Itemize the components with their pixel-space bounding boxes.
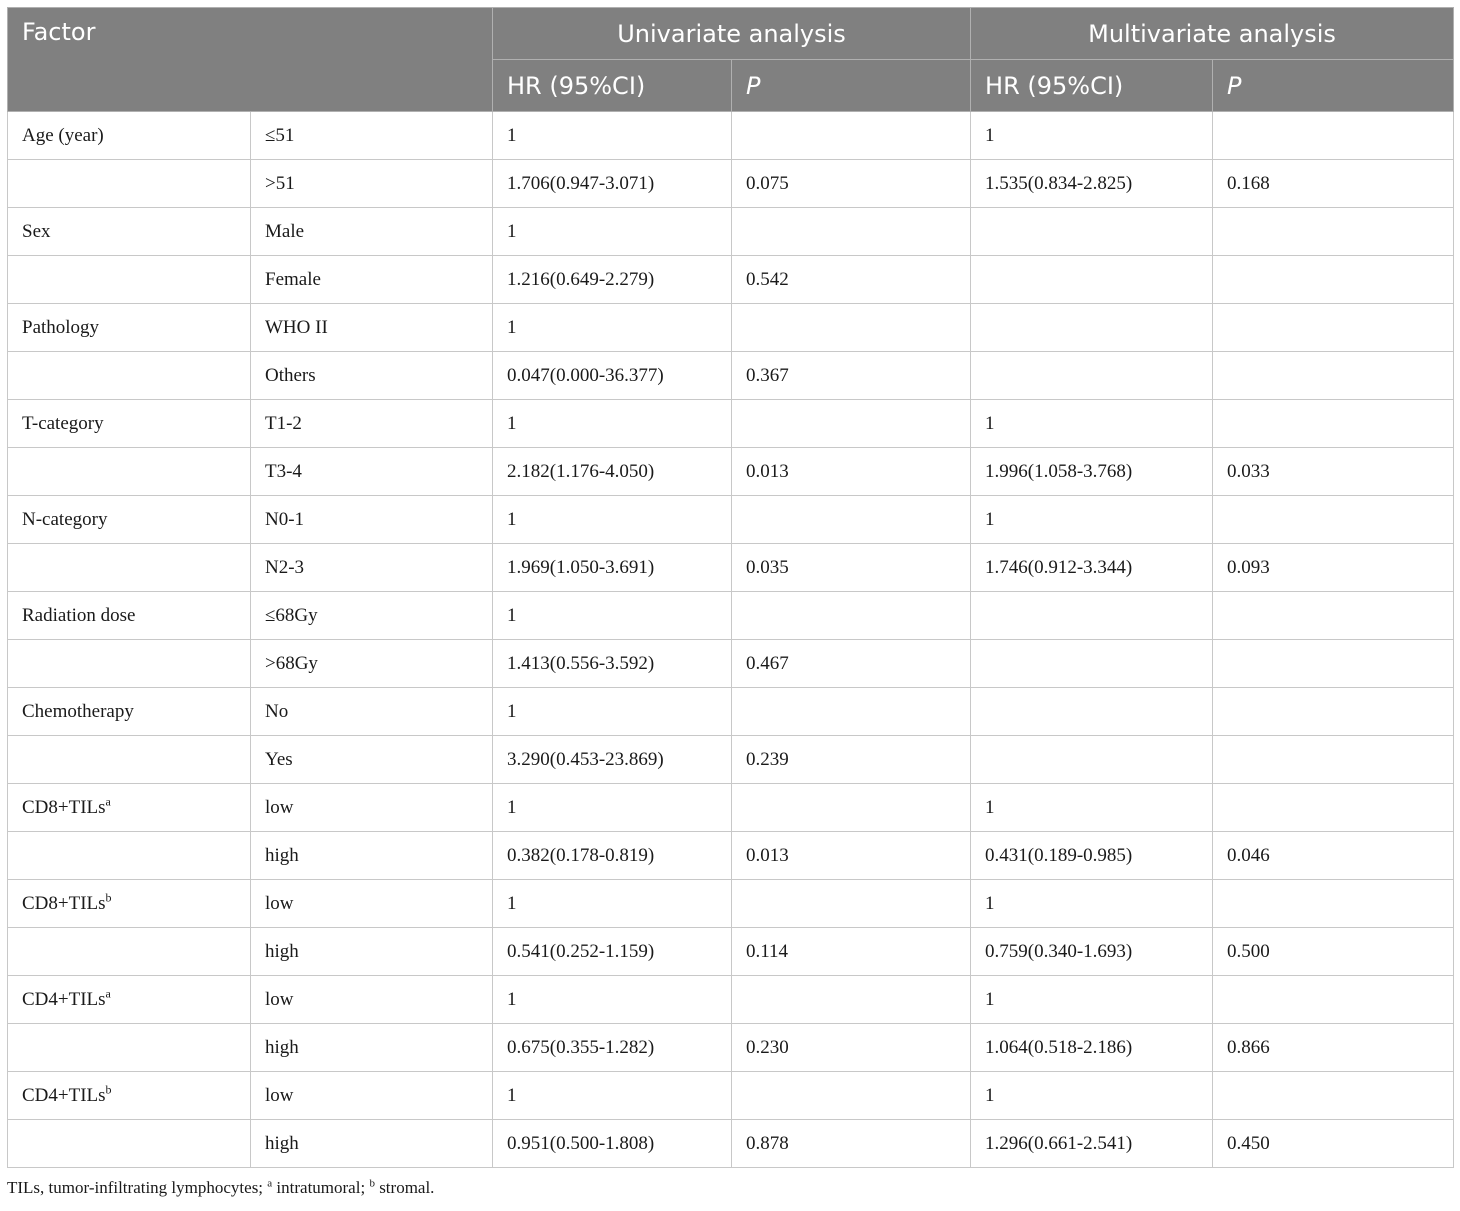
- table-row: [8, 592, 1454, 640]
- cell-level-text: low: [265, 796, 294, 818]
- cell-multivariate-hr: [971, 400, 1213, 448]
- cell-level: [251, 112, 493, 160]
- cell-univariate-hr-text: 1: [507, 700, 517, 722]
- cell-level-text: WHO II: [265, 316, 328, 338]
- cell-univariate-hr: [493, 1120, 732, 1168]
- cell-univariate-p: [732, 736, 971, 784]
- cell-univariate-p: [732, 496, 971, 544]
- cell-factor: [8, 304, 251, 352]
- cell-multivariate-p: [1213, 1072, 1454, 1120]
- cell-univariate-p: [732, 1072, 971, 1120]
- cell-factor-superscript: a: [105, 794, 111, 809]
- cell-univariate-hr: [493, 1024, 732, 1072]
- cell-univariate-p: [732, 256, 971, 304]
- cell-level: [251, 448, 493, 496]
- header-multivariate-p: P: [1213, 60, 1454, 112]
- cell-univariate-hr: [493, 688, 732, 736]
- cell-univariate-hr-text: 1: [507, 220, 517, 242]
- table-row: [8, 784, 1454, 832]
- cell-multivariate-hr: [971, 640, 1213, 688]
- cell-factor: [8, 352, 251, 400]
- cell-multivariate-p: [1213, 256, 1454, 304]
- cell-factor: [8, 112, 251, 160]
- cell-univariate-p: [732, 832, 971, 880]
- cell-multivariate-hr: [971, 592, 1213, 640]
- cell-multivariate-p: [1213, 304, 1454, 352]
- table-row: [8, 832, 1454, 880]
- cell-factor: [8, 256, 251, 304]
- cell-level-text: Male: [265, 220, 305, 242]
- cell-multivariate-hr-text: 1: [985, 508, 995, 530]
- cell-univariate-hr-text: 1.216(0.649-2.279): [507, 268, 655, 290]
- cell-multivariate-hr: [971, 880, 1213, 928]
- cell-multivariate-p: [1213, 832, 1454, 880]
- cell-multivariate-p-text: 0.093: [1227, 556, 1270, 578]
- cell-level: [251, 784, 493, 832]
- cell-factor: [8, 496, 251, 544]
- cell-univariate-p: [732, 592, 971, 640]
- cell-univariate-hr-text: 1: [507, 124, 517, 146]
- cell-univariate-hr-text: 1.706(0.947-3.071): [507, 172, 655, 194]
- header-univariate: Univariate analysis: [493, 8, 971, 60]
- footnote-sup-a: a: [267, 1177, 273, 1190]
- cell-level: [251, 160, 493, 208]
- cell-multivariate-hr: [971, 448, 1213, 496]
- cell-factor: [8, 880, 251, 928]
- cell-level-text: No: [265, 700, 289, 722]
- cell-level: [251, 1072, 493, 1120]
- cell-univariate-hr: [493, 544, 732, 592]
- cell-univariate-hr-text: 1.413(0.556-3.592): [507, 652, 655, 674]
- footnote-b-text: stromal.: [374, 1178, 435, 1197]
- cell-level-text: ≤68Gy: [265, 604, 318, 626]
- cell-univariate-p-text: 0.367: [746, 364, 789, 386]
- cell-univariate-hr-text: 1: [507, 316, 517, 338]
- cell-multivariate-p: [1213, 160, 1454, 208]
- cell-level: [251, 688, 493, 736]
- cell-factor: [8, 208, 251, 256]
- cell-univariate-p-text: 0.467: [746, 652, 789, 674]
- cell-multivariate-hr: [971, 784, 1213, 832]
- cell-level: [251, 640, 493, 688]
- cell-univariate-p: [732, 688, 971, 736]
- cell-univariate-p: [732, 928, 971, 976]
- cell-univariate-hr: [493, 496, 732, 544]
- cell-univariate-p-text: 0.230: [746, 1036, 789, 1058]
- cell-univariate-hr-text: 0.951(0.500-1.808): [507, 1132, 655, 1154]
- table-row: [8, 880, 1454, 928]
- cell-univariate-hr-text: 1: [507, 604, 517, 626]
- cell-univariate-hr: [493, 256, 732, 304]
- cell-multivariate-hr-text: 0.759(0.340-1.693): [985, 940, 1133, 962]
- cell-factor: [8, 832, 251, 880]
- cell-univariate-hr-text: 0.541(0.252-1.159): [507, 940, 655, 962]
- cell-univariate-p: [732, 112, 971, 160]
- cell-multivariate-p-text: 0.866: [1227, 1036, 1270, 1058]
- cell-level-text: ≤51: [265, 124, 295, 146]
- cell-multivariate-p: [1213, 784, 1454, 832]
- cell-univariate-p: [732, 160, 971, 208]
- cell-level: [251, 1024, 493, 1072]
- table-row: [8, 688, 1454, 736]
- hazard-ratio-table: [7, 7, 1454, 1168]
- cell-univariate-hr: [493, 832, 732, 880]
- cell-univariate-p: [732, 640, 971, 688]
- cell-univariate-hr-text: 2.182(1.176-4.050): [507, 460, 655, 482]
- cell-multivariate-p: [1213, 688, 1454, 736]
- cell-multivariate-hr-text: 1: [985, 412, 995, 434]
- cell-multivariate-p: [1213, 736, 1454, 784]
- cell-univariate-hr-text: 1: [507, 988, 517, 1010]
- cell-multivariate-hr: [971, 256, 1213, 304]
- header-factor: Factor: [8, 8, 493, 112]
- cell-univariate-p: [732, 208, 971, 256]
- cell-univariate-hr: [493, 640, 732, 688]
- cell-multivariate-hr: [971, 112, 1213, 160]
- cell-multivariate-hr: [971, 928, 1213, 976]
- cell-multivariate-p-text: 0.450: [1227, 1132, 1270, 1154]
- cell-univariate-p: [732, 304, 971, 352]
- cell-multivariate-hr: [971, 544, 1213, 592]
- cell-multivariate-hr: [971, 1120, 1213, 1168]
- table-row: [8, 400, 1454, 448]
- cell-multivariate-p-text: 0.500: [1227, 940, 1270, 962]
- cell-multivariate-hr: [971, 304, 1213, 352]
- cell-factor-superscript: b: [105, 1082, 112, 1097]
- cell-factor-text: CD4+TILs: [22, 1084, 106, 1106]
- cell-univariate-p-text: 0.114: [746, 940, 789, 962]
- table-row: [8, 544, 1454, 592]
- cell-factor: [8, 976, 251, 1024]
- cell-factor: [8, 1024, 251, 1072]
- cell-univariate-p: [732, 400, 971, 448]
- cell-multivariate-p: [1213, 592, 1454, 640]
- cell-level-text: low: [265, 988, 294, 1010]
- table-container: [7, 7, 1453, 1198]
- cell-multivariate-p: [1213, 496, 1454, 544]
- cell-univariate-hr: [493, 400, 732, 448]
- cell-level-text: low: [265, 1084, 294, 1106]
- cell-multivariate-p: [1213, 928, 1454, 976]
- table-row: [8, 208, 1454, 256]
- cell-level-text: Female: [265, 268, 321, 290]
- footnote-lead: TILs, tumor-infiltrating lymphocytes;: [7, 1178, 268, 1197]
- cell-univariate-p: [732, 448, 971, 496]
- cell-factor: [8, 400, 251, 448]
- cell-univariate-hr: [493, 1072, 732, 1120]
- cell-univariate-hr: [493, 736, 732, 784]
- cell-multivariate-hr: [971, 1024, 1213, 1072]
- table-row: [8, 160, 1454, 208]
- cell-level-text: N2-3: [265, 556, 305, 578]
- footnote-a-text: intratumoral;: [272, 1178, 370, 1197]
- cell-univariate-hr: [493, 304, 732, 352]
- cell-univariate-hr-text: 1: [507, 508, 517, 530]
- cell-level-text: high: [265, 940, 299, 962]
- cell-multivariate-p: [1213, 112, 1454, 160]
- cell-multivariate-hr-text: 0.431(0.189-0.985): [985, 844, 1133, 866]
- table-row: [8, 304, 1454, 352]
- cell-multivariate-p-text: 0.046: [1227, 844, 1270, 866]
- cell-multivariate-hr-text: 1: [985, 124, 995, 146]
- table-row: [8, 976, 1454, 1024]
- cell-univariate-hr: [493, 880, 732, 928]
- table-row: [8, 1120, 1454, 1168]
- cell-multivariate-hr-text: 1.996(1.058-3.768): [985, 460, 1133, 482]
- cell-multivariate-hr: [971, 352, 1213, 400]
- table-body: [8, 112, 1454, 1168]
- cell-factor-text: Pathology: [22, 316, 100, 338]
- cell-univariate-hr-text: 1: [507, 892, 517, 914]
- cell-multivariate-hr-text: 1.296(0.661-2.541): [985, 1132, 1133, 1154]
- table-row: [8, 1072, 1454, 1120]
- cell-level-text: N0-1: [265, 508, 305, 530]
- cell-level: [251, 304, 493, 352]
- cell-multivariate-hr-text: 1.746(0.912-3.344): [985, 556, 1133, 578]
- table-header: [8, 8, 1454, 112]
- cell-level-text: T1-2: [265, 412, 302, 434]
- cell-univariate-hr-text: 0.047(0.000-36.377): [507, 364, 664, 386]
- cell-level: [251, 592, 493, 640]
- cell-level: [251, 496, 493, 544]
- cell-factor: [8, 160, 251, 208]
- header-row-groups: [8, 8, 1454, 60]
- cell-multivariate-p: [1213, 1120, 1454, 1168]
- cell-factor: [8, 736, 251, 784]
- cell-factor-text: Age (year): [22, 124, 104, 146]
- cell-multivariate-p: [1213, 448, 1454, 496]
- cell-factor-text: CD4+TILs: [22, 988, 106, 1010]
- cell-level: [251, 544, 493, 592]
- cell-multivariate-hr-text: 1: [985, 988, 995, 1010]
- cell-factor: [8, 688, 251, 736]
- cell-factor: [8, 1072, 251, 1120]
- cell-multivariate-hr: [971, 736, 1213, 784]
- cell-multivariate-p: [1213, 880, 1454, 928]
- cell-univariate-p-text: 0.075: [746, 172, 789, 194]
- cell-factor-text: CD8+TILs: [22, 796, 106, 818]
- cell-univariate-hr: [493, 352, 732, 400]
- cell-factor: [8, 592, 251, 640]
- cell-multivariate-hr: [971, 832, 1213, 880]
- header-multivariate-hr: HR (95%CI): [971, 60, 1213, 112]
- cell-multivariate-p: [1213, 1024, 1454, 1072]
- cell-factor: [8, 1120, 251, 1168]
- cell-univariate-hr: [493, 784, 732, 832]
- cell-univariate-p: [732, 352, 971, 400]
- cell-univariate-p-text: 0.542: [746, 268, 789, 290]
- cell-level-text: Others: [265, 364, 316, 386]
- cell-univariate-hr-text: 1: [507, 796, 517, 818]
- cell-univariate-p-text: 0.239: [746, 748, 789, 770]
- cell-multivariate-p: [1213, 640, 1454, 688]
- cell-multivariate-hr: [971, 688, 1213, 736]
- cell-univariate-p: [732, 976, 971, 1024]
- cell-univariate-p-text: 0.013: [746, 460, 789, 482]
- cell-univariate-hr: [493, 448, 732, 496]
- cell-level-text: high: [265, 844, 299, 866]
- cell-level: [251, 1120, 493, 1168]
- cell-level: [251, 976, 493, 1024]
- cell-factor-text: Sex: [22, 220, 51, 242]
- header-univariate-hr: HR (95%CI): [493, 60, 732, 112]
- cell-univariate-hr-text: 3.290(0.453-23.869): [507, 748, 664, 770]
- cell-univariate-hr-text: 0.675(0.355-1.282): [507, 1036, 655, 1058]
- cell-univariate-p: [732, 880, 971, 928]
- cell-univariate-p: [732, 784, 971, 832]
- table-row: [8, 640, 1454, 688]
- cell-level-text: high: [265, 1132, 299, 1154]
- table-row: [8, 256, 1454, 304]
- cell-univariate-p: [732, 1120, 971, 1168]
- table-footnote: [7, 1178, 1453, 1198]
- cell-univariate-hr: [493, 592, 732, 640]
- cell-multivariate-p: [1213, 400, 1454, 448]
- cell-multivariate-p-text: 0.033: [1227, 460, 1270, 482]
- cell-univariate-hr-text: 0.382(0.178-0.819): [507, 844, 655, 866]
- cell-factor-superscript: b: [105, 890, 112, 905]
- cell-level-text: Yes: [265, 748, 293, 770]
- cell-level: [251, 928, 493, 976]
- header-multivariate: Multivariate analysis: [971, 8, 1454, 60]
- cell-univariate-p-text: 0.013: [746, 844, 789, 866]
- cell-multivariate-p: [1213, 208, 1454, 256]
- cell-univariate-hr-text: 1: [507, 1084, 517, 1106]
- table-row: [8, 736, 1454, 784]
- cell-factor-superscript: a: [105, 986, 111, 1001]
- cell-multivariate-hr-text: 1.535(0.834-2.825): [985, 172, 1133, 194]
- cell-multivariate-hr-text: 1: [985, 796, 995, 818]
- cell-multivariate-p-text: 0.168: [1227, 172, 1270, 194]
- cell-factor: [8, 928, 251, 976]
- cell-multivariate-hr: [971, 1072, 1213, 1120]
- footnote-sup-b: b: [369, 1177, 375, 1190]
- table-row: [8, 496, 1454, 544]
- cell-univariate-hr: [493, 160, 732, 208]
- table-row: [8, 112, 1454, 160]
- header-univariate-p: P: [732, 60, 971, 112]
- cell-univariate-hr: [493, 976, 732, 1024]
- cell-multivariate-p: [1213, 976, 1454, 1024]
- cell-level: [251, 832, 493, 880]
- cell-univariate-hr: [493, 112, 732, 160]
- cell-level-text: >68Gy: [265, 652, 318, 674]
- cell-level-text: low: [265, 892, 294, 914]
- cell-univariate-p-text: 0.035: [746, 556, 789, 578]
- cell-multivariate-hr: [971, 160, 1213, 208]
- cell-factor: [8, 544, 251, 592]
- cell-level-text: high: [265, 1036, 299, 1058]
- cell-multivariate-hr-text: 1: [985, 1084, 995, 1106]
- table-row: [8, 1024, 1454, 1072]
- cell-multivariate-hr-text: 1.064(0.518-2.186): [985, 1036, 1133, 1058]
- cell-level: [251, 256, 493, 304]
- table-row: [8, 928, 1454, 976]
- table-row: [8, 352, 1454, 400]
- cell-multivariate-hr: [971, 976, 1213, 1024]
- table-row: [8, 448, 1454, 496]
- cell-multivariate-p: [1213, 544, 1454, 592]
- cell-univariate-hr: [493, 208, 732, 256]
- cell-multivariate-p: [1213, 352, 1454, 400]
- cell-level: [251, 736, 493, 784]
- cell-univariate-p-text: 0.878: [746, 1132, 789, 1154]
- cell-level: [251, 880, 493, 928]
- cell-factor: [8, 640, 251, 688]
- cell-level: [251, 400, 493, 448]
- cell-univariate-hr-text: 1.969(1.050-3.691): [507, 556, 655, 578]
- cell-factor-text: T-category: [22, 412, 104, 434]
- cell-multivariate-hr-text: 1: [985, 892, 995, 914]
- cell-factor-text: N-category: [22, 508, 108, 530]
- cell-level-text: >51: [265, 172, 295, 194]
- cell-factor-text: Chemotherapy: [22, 700, 134, 722]
- cell-level: [251, 352, 493, 400]
- cell-factor-text: Radiation dose: [22, 604, 136, 626]
- cell-factor-text: CD8+TILs: [22, 892, 106, 914]
- cell-factor: [8, 784, 251, 832]
- cell-univariate-hr: [493, 928, 732, 976]
- cell-level-text: T3-4: [265, 460, 302, 482]
- cell-univariate-p: [732, 1024, 971, 1072]
- cell-univariate-hr-text: 1: [507, 412, 517, 434]
- cell-multivariate-hr: [971, 208, 1213, 256]
- cell-univariate-p: [732, 544, 971, 592]
- cell-level: [251, 208, 493, 256]
- cell-factor: [8, 448, 251, 496]
- cell-multivariate-hr: [971, 496, 1213, 544]
